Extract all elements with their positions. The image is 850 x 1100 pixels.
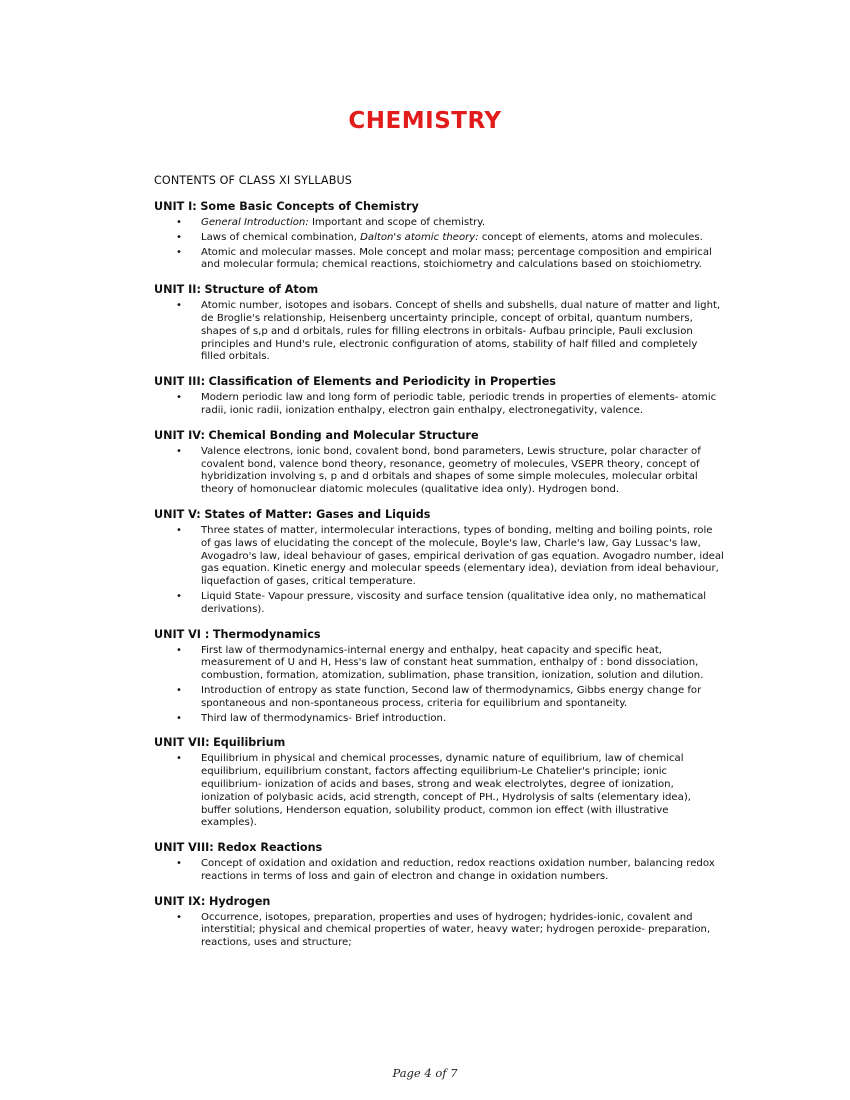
topic-text: Atomic and molecular masses. Mole concept and molar mass; percentage composition and empirical and molecular formula; chemical reactions, stoichiometry and calculations based on stoichiometry.: [201, 246, 712, 271]
bullet-icon: •: [176, 684, 182, 696]
bullet-icon: •: [176, 712, 182, 724]
topic-text: Liquid State- Vapour pressure, viscosity and surface tension (qualitative idea only, no mathematical derivations).: [201, 590, 707, 615]
unit-heading: [154, 375, 724, 389]
topic-item: [154, 525, 724, 589]
unit-number: UNIT VIII:: [154, 841, 214, 855]
unit-section: [154, 628, 724, 726]
topic-list: [154, 912, 724, 950]
topic-text: Important and scope of chemistry.: [308, 217, 486, 228]
bullet-icon: •: [176, 911, 182, 923]
topic-item: [154, 232, 724, 245]
topic-item: [154, 858, 724, 884]
bullet-icon: •: [176, 231, 182, 243]
unit-heading: [154, 283, 724, 297]
topic-item: [154, 446, 724, 497]
unit-heading: [154, 429, 724, 443]
topic-list: [154, 753, 724, 830]
unit-number: UNIT II:: [154, 283, 201, 297]
topic-emphasis: Dalton's atomic theory:: [360, 231, 479, 243]
unit-title: Thermodynamics: [212, 627, 321, 641]
topic-emphasis: General Introduction:: [201, 217, 309, 228]
topic-text: First law of thermodynamics-internal energy and enthalpy, heat capacity and specific heat, measurement of U and H, Hess's law of constant heat summation, enthalpy of : bond dissociation, combustion, formation, atomization, sublimation, phase transition, ionization, solution and dilution.: [201, 644, 704, 682]
topic-text: Third law of thermodynamics- Brief introduction.: [201, 712, 447, 724]
topic-item: [154, 753, 724, 830]
topic-text: Introduction of entropy as state function, Second law of thermodynamics, Gibbs energy change for spontaneous and non-spontaneous process, criteria for equilibrium and spontaneity.: [201, 684, 702, 709]
bullet-icon: •: [176, 246, 182, 258]
unit-section: [154, 508, 724, 617]
topic-list: [154, 392, 724, 418]
topic-text: Three states of matter, intermolecular interactions, types of bonding, melting and boiling points, role of gas laws of elucidating the concept of the molecule, Boyle's law, Charle's law, Gay Lussac's law, Avogadro's law, ideal behaviour of gases, empirical derivation of gas equation. Avogadro number, ideal gas equation. Kinetic energy and molecular speeds (elementary idea), deviation from ideal behaviour, liquefaction of gases, critical temperature.: [201, 524, 724, 588]
bullet-icon: •: [176, 392, 182, 404]
topic-text: Equilibrium in physical and chemical processes, dynamic nature of equilibrium, law of chemical equilibrium, equilibrium constant, factors affecting equilibrium-Le Chatelier's principle; ionic equilibrium- ionization of acids and bases, strong and weak electrolytes, degree of ionization, ionization of polybasic acids, acid strength, concept of PH., Hydrolysis of salts (elementary idea), buffer solutions, Henderson equation, solubility product, common ion effect (with illustrative examples).: [201, 753, 691, 829]
topic-text: Occurrence, isotopes, preparation, properties and uses of hydrogen; hydrides-ionic, covalent and interstitial; physical and chemical properties of water, heavy water; hydrogen peroxide- preparation, reactions, uses and structure;: [201, 911, 711, 949]
unit-title: Structure of Atom: [204, 283, 319, 297]
contents-heading: CONTENTS OF CLASS XI SYLLABUS: [154, 174, 352, 187]
topic-item: [154, 217, 724, 230]
topic-text: concept of elements, atoms and molecules.: [478, 231, 703, 243]
unit-section: [154, 200, 724, 272]
unit-section: [154, 841, 724, 884]
topic-item: [154, 713, 724, 726]
topic-item: [154, 685, 724, 711]
unit-title: Equilibrium: [213, 736, 286, 750]
topic-text-prefix: Laws of chemical combination,: [201, 231, 361, 243]
page-footer: Page 4 of 7: [392, 1066, 458, 1080]
unit-number: UNIT III:: [154, 375, 206, 389]
topic-item: [154, 247, 724, 273]
unit-heading: [154, 628, 724, 642]
unit-heading: [154, 200, 724, 214]
bullet-icon: •: [176, 217, 182, 228]
bullet-icon: •: [176, 753, 182, 765]
topic-item: [154, 912, 724, 950]
bullet-icon: •: [176, 858, 182, 870]
unit-section: [154, 283, 724, 364]
unit-title: Some Basic Concepts of Chemistry: [200, 200, 419, 213]
topic-text: Concept of oxidation and oxidation and reduction, redox reactions oxidation number, balancing redox reactions in terms of loss and gain of electron and change in oxidation numbers.: [201, 858, 715, 882]
unit-title: Classification of Elements and Periodicity in Properties: [208, 375, 556, 389]
unit-section: [154, 429, 724, 497]
topic-item: [154, 392, 724, 418]
bullet-icon: •: [176, 300, 182, 312]
unit-number: UNIT VI :: [154, 627, 210, 641]
unit-title: Redox Reactions: [217, 841, 323, 855]
unit-list: [154, 200, 724, 950]
unit-number: UNIT VII:: [154, 736, 210, 750]
topic-text: Atomic number, isotopes and isobars. Concept of shells and subshells, dual nature of matter and light, de Broglie's relationship, Heisenberg uncertainty principle, concept of orbital, quantum numbers, shapes of s,p and d orbitals, rules for filling electrons in orbitals- Aufbau principle, Pauli exclusion principles and Hund's rule, electronic configuration of atoms, stability of half filled and completely filled orbitals.: [201, 300, 721, 363]
topic-item: [154, 645, 724, 683]
unit-title: States of Matter: Gases and Liquids: [204, 507, 431, 521]
topic-list: [154, 645, 724, 726]
unit-title: Chemical Bonding and Molecular Structure: [208, 428, 479, 442]
topic-list: [154, 217, 724, 272]
unit-heading: [154, 736, 724, 750]
unit-section: [154, 375, 724, 418]
unit-number: UNIT I:: [154, 200, 197, 213]
bullet-icon: •: [176, 445, 182, 457]
syllabus-content: [154, 174, 724, 961]
bullet-icon: •: [176, 644, 182, 656]
unit-number: UNIT IX:: [154, 894, 206, 908]
topic-item: [154, 591, 724, 617]
unit-heading: [154, 841, 724, 855]
bullet-icon: •: [176, 590, 182, 602]
topic-list: [154, 525, 724, 617]
topic-item: [154, 300, 724, 364]
unit-section: [154, 895, 724, 950]
bullet-icon: •: [176, 524, 182, 536]
page-title: CHEMISTRY: [348, 108, 502, 134]
unit-heading: [154, 508, 724, 522]
topic-list: [154, 446, 724, 497]
topic-text: Modern periodic law and long form of periodic table, periodic trends in properties of elements- atomic radii, ionic radii, ionization enthalpy, electron gain enthalpy, electronegativity, valence.: [201, 392, 717, 416]
unit-title: Hydrogen: [208, 894, 271, 908]
topic-text: Valence electrons, ionic bond, covalent bond, bond parameters, Lewis structure, polar character of covalent bond, valence bond theory, resonance, geometry of molecules, VSEPR theory, concept of hybridization involving s, p and d orbitals and shapes of some simple molecules, molecular orbital theory of homonuclear diatomic molecules (qualitative idea only). Hydrogen bond.: [201, 445, 701, 496]
unit-section: [154, 736, 724, 830]
unit-number: UNIT IV:: [154, 428, 205, 442]
unit-number: UNIT V:: [154, 507, 201, 521]
unit-heading: [154, 895, 724, 909]
topic-list: [154, 300, 724, 364]
topic-list: [154, 858, 724, 884]
